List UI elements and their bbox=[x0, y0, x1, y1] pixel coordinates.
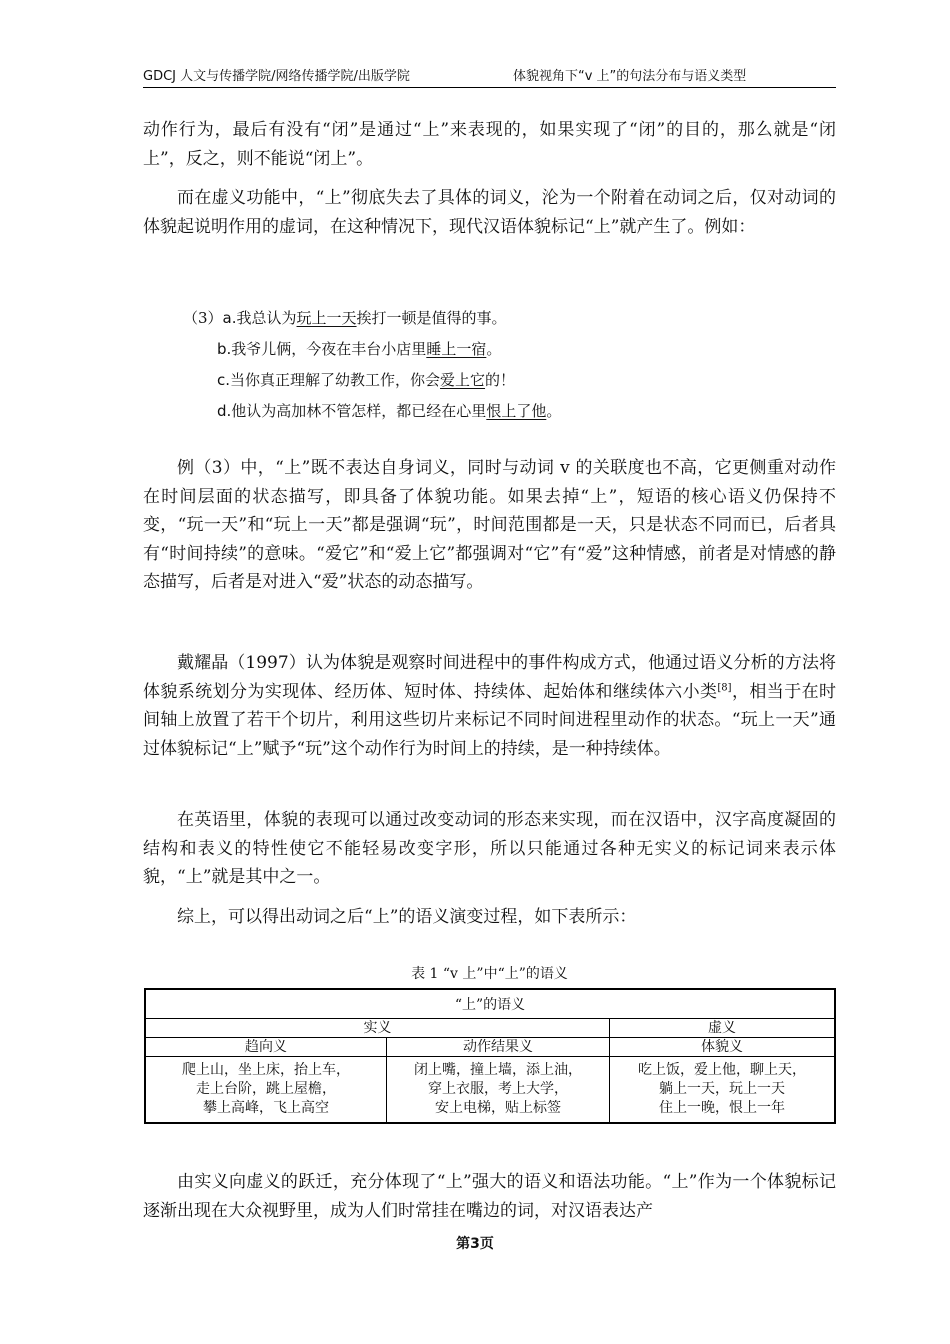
table-cell-aspect bbox=[610, 1057, 836, 1124]
table-col-result: 动作结果义 bbox=[387, 1038, 610, 1057]
cell-line: 安上电梯，贴上标签 bbox=[435, 1100, 561, 1116]
table-cell-directional bbox=[145, 1057, 387, 1124]
example-b-label: b. bbox=[217, 340, 232, 358]
example-c-underlined: 爱上它 bbox=[440, 371, 486, 389]
cell-line: 穿上衣服，考上大学， bbox=[428, 1081, 568, 1097]
example-b-underlined: 睡上一宿 bbox=[426, 340, 487, 358]
paragraph-1: 动作行为，最后有没有“闭”是通过“上”来表现的，如果实现了“闭”的目的，那么就是“闭上”，反之，则不能说“闭上”。 bbox=[143, 120, 836, 169]
paragraph-4-tail: ，相当于在时间轴上放置了若干个切片，利用这些切片来标记不同时间进程里动作的状态。“玩上一天”通过体貌标记“上”赋予“玩”这个动作行为时间上的持续，是一种持续体。 bbox=[143, 681, 837, 759]
paragraph-4 bbox=[143, 649, 836, 763]
cell-line: 爬上山，坐上床，抬上车， bbox=[182, 1062, 350, 1078]
example-c bbox=[217, 370, 515, 390]
cell-line: 攀上高峰，飞上高空 bbox=[203, 1100, 329, 1116]
cell-line: 吃上饭，爱上他，聊上天， bbox=[638, 1062, 806, 1078]
cell-line: 躺上一天，玩上一天 bbox=[659, 1081, 785, 1097]
example-a-underlined: 玩上一天 bbox=[296, 309, 357, 327]
example-d-tail: 。 bbox=[546, 402, 562, 420]
citation-ref: [8] bbox=[717, 681, 732, 693]
header-paper-title: 体貌视角下“v 上”的句法分布与语义类型 bbox=[513, 69, 747, 84]
page-number: 第3页 bbox=[456, 1236, 494, 1252]
cell-line: 走上台阶，跳上屋檐， bbox=[196, 1081, 336, 1097]
example-number: （3） bbox=[183, 309, 223, 327]
table-caption: 表 1 “v 上”中“上”的语义 bbox=[411, 966, 568, 982]
example-d-text: 他认为高加林不管怎样，都已经在心里 bbox=[231, 402, 487, 420]
table-group-real: 实义 bbox=[145, 1019, 610, 1038]
example-a-label: a. bbox=[222, 309, 237, 327]
semantics-table bbox=[144, 988, 836, 1124]
cell-line: 住上一晚，恨上一年 bbox=[659, 1100, 785, 1116]
cell-line: 闭上嘴，撞上墙，添上油， bbox=[414, 1062, 582, 1078]
paragraph-2: 而在虚义功能中，“上”彻底失去了具体的词义，沦为一个附着在动词之后，仅对动词的体貌起说明作用的虚词，在这种情况下，现代汉语体貌标记“上”就产生了。例如： bbox=[143, 188, 836, 237]
example-a-tail: 挨打一顿是值得的事。 bbox=[356, 309, 507, 327]
table-group-virtual: 虚义 bbox=[610, 1019, 836, 1038]
running-header bbox=[143, 66, 836, 88]
example-c-tail: 的！ bbox=[485, 371, 516, 389]
paragraph-5: 在英语里，体貌的表现可以通过改变动词的形态来实现，而在汉语中，汉字高度凝固的结构和表义的特性使它不能轻易改变字形，所以只能通过各种无实义的标记词来表示体貌，“上”就是其中之一。 bbox=[143, 810, 836, 887]
example-a bbox=[183, 308, 507, 328]
example-b-text: 我爷儿俩，今夜在丰台小店里 bbox=[231, 340, 427, 358]
paragraph-3: 例（3）中，“上”既不表达自身词义，同时与动词 v 的关联度也不高，它更侧重对动作在时间层面的状态描写，即具备了体貌功能。如果去掉“上”，短语的核心语义仍保持不变，“玩一天”和“玩上一天”都是强调“玩”，时间范围都是一天，只是状态不同而已，后者具有“时间持续”的意味。“爱它”和“爱上它”都强调对“它”有“爱”这种情感，前者是对情感的静态描写，后者是对进入“爱”状态的动态描写。 bbox=[143, 458, 836, 592]
example-d-underlined: 恨上了他 bbox=[486, 402, 547, 420]
example-d-label: d. bbox=[217, 402, 232, 420]
example-a-text: 我总认为 bbox=[236, 309, 297, 327]
table-col-aspect: 体貌义 bbox=[610, 1038, 836, 1057]
paragraph-4-text: 戴耀晶（1997）认为体貌是观察时间进程中的事件构成方式，他通过语义分析的方法将体貌系统划分为实现体、经历体、短时体、持续体、起始体和继续体六小类 bbox=[143, 653, 836, 702]
paragraph-7: 由实义向虚义的跃迁，充分体现了“上”强大的语义和语法功能。“上”作为一个体貌标记逐渐出现在大众视野里，成为人们时常挂在嘴边的词，对汉语表达产 bbox=[143, 1172, 836, 1221]
table-col-directional: 趋向义 bbox=[145, 1038, 387, 1057]
paragraph-6: 综上，可以得出动词之后“上”的语义演变过程，如下表所示： bbox=[177, 907, 637, 927]
table-cell-result bbox=[387, 1057, 610, 1124]
example-c-text: 当你真正理解了幼教工作，你会 bbox=[230, 371, 441, 389]
table-title: “上”的语义 bbox=[145, 989, 835, 1019]
example-c-label: c. bbox=[217, 371, 231, 389]
example-b-tail: 。 bbox=[486, 340, 502, 358]
header-institution: GDCJ 人文与传播学院/网络传播学院/出版学院 bbox=[143, 69, 410, 84]
example-b bbox=[217, 339, 501, 359]
example-d bbox=[217, 401, 561, 421]
